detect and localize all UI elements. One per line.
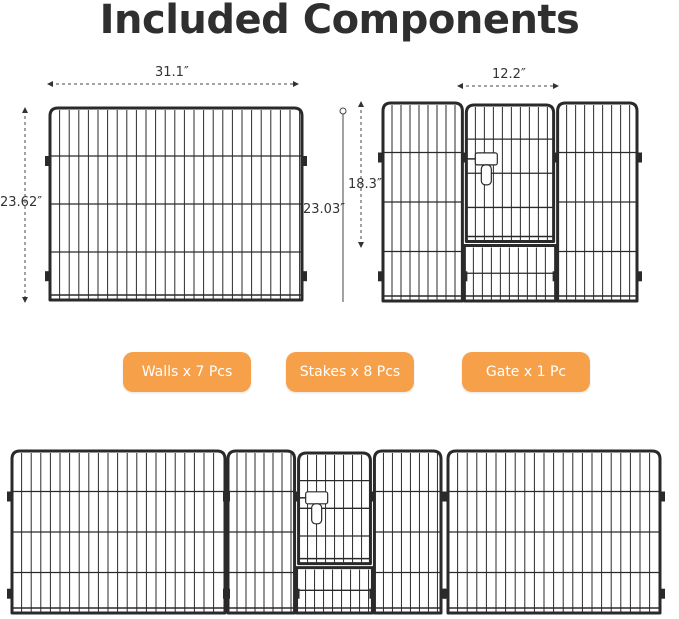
stakes-count-badge: Stakes x 8 Pcs (286, 352, 414, 392)
stake-top-icon (340, 108, 346, 114)
assembled-fence (7, 451, 665, 613)
wall-panel (45, 108, 307, 300)
walls-count-badge: Walls x 7 Pcs (123, 352, 251, 392)
page-title: Included Components (99, 0, 580, 43)
gate-door-width-label: 12.2″ (492, 67, 526, 82)
gate-door-height-label: 18.3″ (348, 177, 382, 192)
gate-panel (378, 103, 642, 301)
wall-height-label: 23.62″ (0, 195, 43, 210)
gate-panel-height-label: 23.03″ (303, 202, 346, 217)
gate-count-badge: Gate x 1 Pc (462, 352, 590, 392)
wall-width-label: 31.1″ (155, 65, 189, 80)
